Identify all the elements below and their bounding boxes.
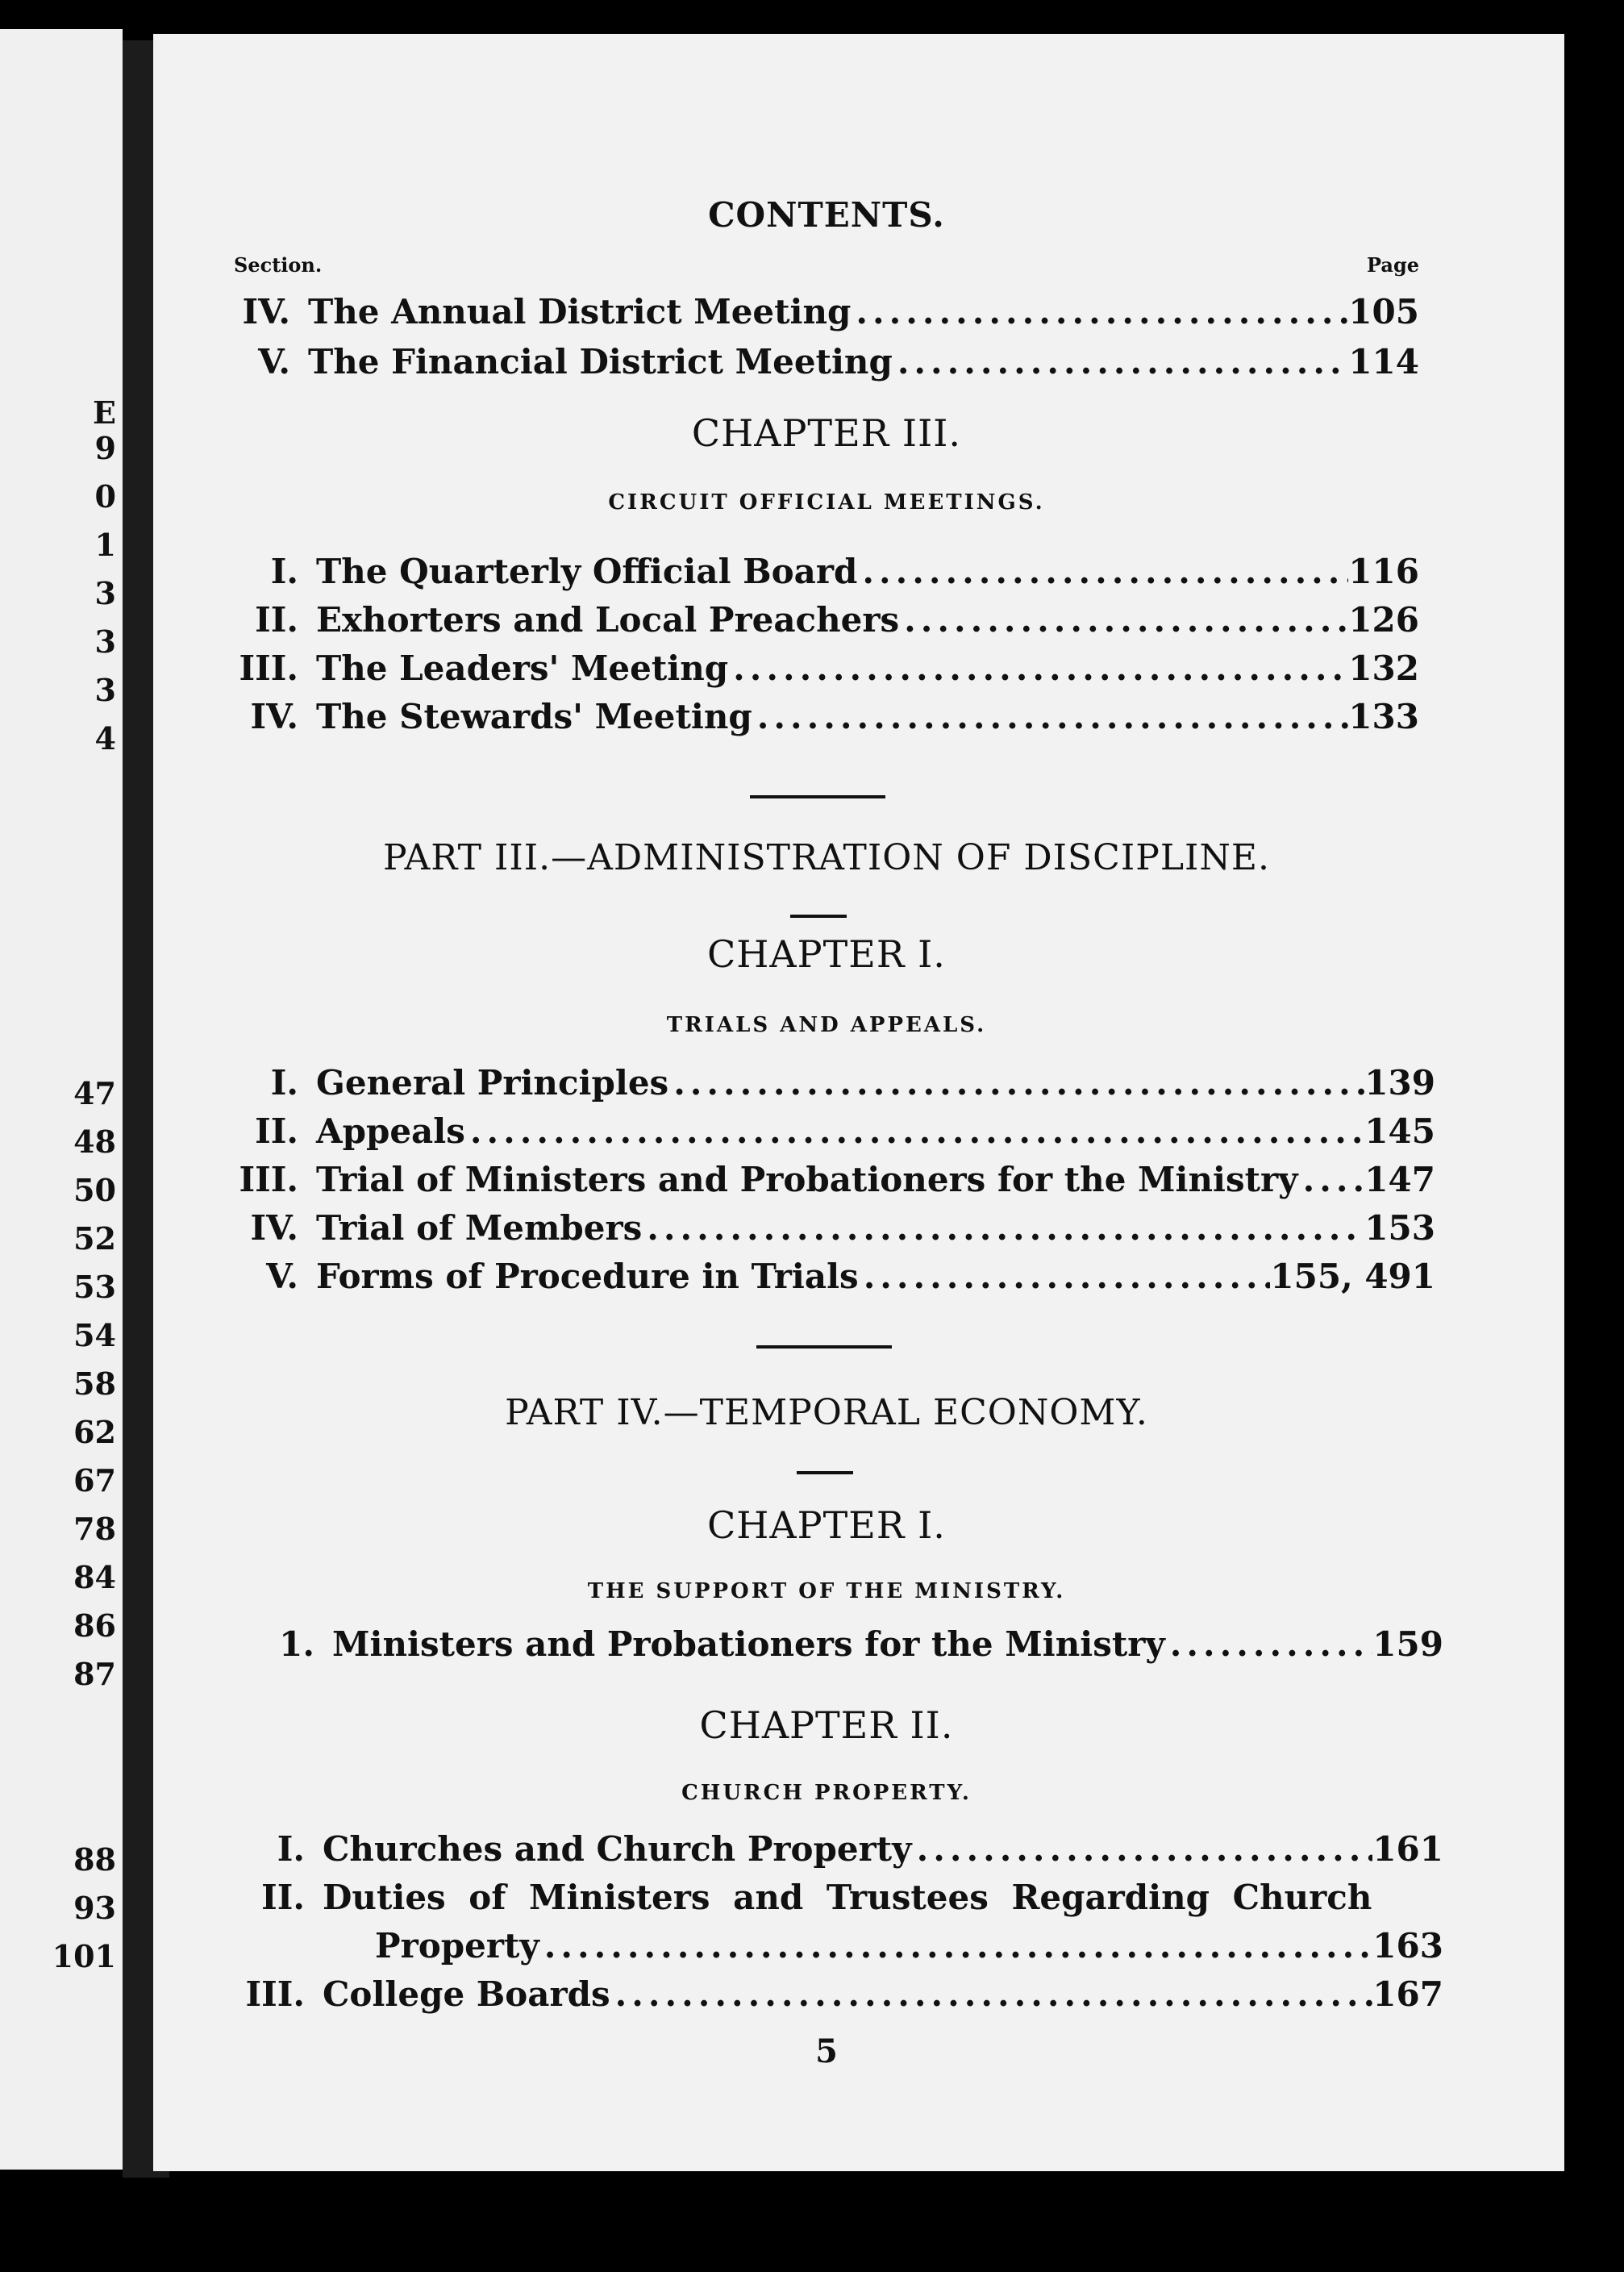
left-page-number: 1 (94, 527, 116, 563)
left-page-number: 3 (94, 623, 116, 660)
section-rule (797, 1471, 853, 1474)
entry-title: Churches and Church Property (323, 1829, 912, 1869)
section-number: IV. (242, 292, 290, 331)
entry-title: Trial of Members (316, 1208, 643, 1248)
leader-dots (610, 1974, 1373, 2015)
toc-entry (234, 648, 1419, 689)
toc-entry (234, 292, 1419, 332)
page-number: 114 (1348, 342, 1419, 381)
section-number: V. (258, 342, 290, 381)
left-page-number: E (93, 394, 116, 431)
toc-entry (234, 1160, 1435, 1200)
toc-entry (234, 1257, 1435, 1297)
section-rule (756, 1345, 892, 1349)
left-page-number: 88 (73, 1841, 116, 1878)
entry-title: Exhorters and Local Preachers (316, 600, 900, 640)
left-page-number: 58 (73, 1365, 116, 1402)
leader-dots (1165, 1624, 1373, 1665)
left-page-number: 67 (73, 1462, 116, 1499)
leader-dots (859, 1257, 1271, 1297)
chapter-heading: CHAPTER II. (699, 1703, 954, 1747)
section-number: IV. (250, 697, 298, 736)
toc-entry (234, 1111, 1435, 1152)
left-page-number: 47 (73, 1075, 116, 1111)
entry-title-continuation: Property (375, 1926, 539, 1966)
entry-title: The Quarterly Official Board (316, 552, 858, 591)
section-number: V. (266, 1257, 298, 1296)
toc-entry (274, 1624, 1443, 1665)
entry-title: The Leaders' Meeting (316, 648, 729, 688)
left-page-number: 50 (73, 1172, 116, 1208)
leader-dots (912, 1829, 1373, 1870)
page-number: 126 (1348, 600, 1419, 640)
toc-entry (234, 342, 1419, 382)
section-number: II. (255, 1111, 298, 1151)
page-number: 145 (1364, 1111, 1435, 1151)
section-rule (750, 795, 885, 798)
left-page-number: 52 (73, 1220, 116, 1257)
entry-title: The Stewards' Meeting (316, 697, 752, 736)
left-page-strip (0, 29, 123, 2170)
toc-entry (234, 600, 1419, 640)
page-number: 116 (1348, 552, 1419, 591)
entry-title: College Boards (323, 1974, 610, 2014)
entry-title: Duties of Ministers and Trustees Regarding Church (323, 1878, 1372, 1917)
left-page-number: 84 (73, 1559, 116, 1595)
toc-entry (234, 1878, 1443, 1918)
section-number: I. (270, 552, 298, 591)
left-page-number: 101 (52, 1938, 116, 1974)
section-column-header: Section. (234, 253, 323, 277)
left-page-number: 9 (94, 430, 116, 466)
page-number: 161 (1372, 1829, 1443, 1869)
chapter-subtitle: CHURCH PROPERTY. (681, 1781, 972, 1805)
entry-title: The Financial District Meeting (308, 342, 893, 381)
chapter-heading: CHAPTER I. (707, 932, 946, 976)
leader-dots (728, 648, 1348, 689)
entry-title: Forms of Procedure in Trials (316, 1257, 859, 1296)
page-title: CONTENTS. (708, 195, 945, 235)
toc-entry (234, 697, 1419, 737)
leader-dots (1298, 1160, 1365, 1200)
entry-title: Appeals (316, 1111, 465, 1151)
toc-entry (234, 1829, 1443, 1870)
left-page-number: 4 (94, 720, 116, 757)
leader-dots (668, 1063, 1364, 1103)
entry-title: The Annual District Meeting (308, 292, 852, 331)
left-page-number: 53 (73, 1269, 116, 1305)
section-number: II. (261, 1878, 305, 1917)
page-number: 159 (1372, 1624, 1443, 1664)
left-page-number: 3 (94, 575, 116, 611)
toc-entry (234, 552, 1419, 592)
page-number: 133 (1348, 697, 1419, 736)
section-number: I. (277, 1829, 305, 1869)
left-page-number: 87 (73, 1656, 116, 1692)
left-page-number: 54 (73, 1317, 116, 1353)
leader-dots (642, 1208, 1364, 1249)
leader-dots (899, 600, 1348, 640)
toc-entry (234, 1974, 1443, 2015)
chapter-subtitle: THE SUPPORT OF THE MINISTRY. (587, 1579, 1066, 1603)
toc-entry (234, 1208, 1435, 1249)
chapter-heading: CHAPTER III. (691, 411, 962, 455)
page-number: 167 (1372, 1974, 1443, 2014)
page-column-header: Page (1366, 253, 1419, 277)
chapter-subtitle: CIRCUIT OFFICIAL MEETINGS. (608, 490, 1045, 515)
page-number: 155, 491 (1270, 1257, 1435, 1296)
leader-dots (893, 342, 1349, 382)
section-number: 1. (279, 1624, 314, 1664)
chapter-subtitle: TRIALS AND APPEALS. (666, 1013, 987, 1037)
section-number: III. (245, 1974, 305, 2014)
leader-dots (857, 552, 1348, 592)
contents-page (153, 34, 1564, 2171)
leader-dots (465, 1111, 1364, 1152)
part-heading: PART IV.—TEMPORAL ECONOMY. (505, 1392, 1148, 1433)
entry-title: Trial of Ministers and Probationers for the Ministry (316, 1160, 1298, 1199)
leader-dots (539, 1926, 1373, 1966)
entry-title: Ministers and Probationers for the Ministry (332, 1624, 1165, 1664)
section-number: III. (239, 1160, 298, 1199)
left-page-number: 3 (94, 672, 116, 708)
toc-entry-continuation (375, 1926, 1443, 1966)
left-page-number: 0 (94, 478, 116, 515)
toc-entry (234, 1063, 1435, 1103)
left-page-number: 86 (73, 1607, 116, 1644)
leader-dots (851, 292, 1348, 332)
page-number: 132 (1348, 648, 1419, 688)
section-number: III. (239, 648, 298, 688)
section-number: II. (255, 600, 298, 640)
section-number: IV. (250, 1208, 298, 1248)
entry-title: General Principles (316, 1063, 669, 1103)
leader-dots (752, 697, 1349, 737)
page-number: 153 (1364, 1208, 1435, 1248)
left-page-number: 78 (73, 1511, 116, 1547)
page-number: 105 (1348, 292, 1419, 331)
left-page-number: 48 (73, 1123, 116, 1160)
chapter-heading: CHAPTER I. (707, 1503, 946, 1547)
left-page-number: 93 (73, 1890, 116, 1926)
page-number: 147 (1364, 1160, 1435, 1199)
page-folio: 5 (815, 2032, 838, 2070)
left-page-number: 62 (73, 1414, 116, 1450)
section-rule (790, 915, 847, 918)
section-number: I. (270, 1063, 298, 1103)
page-number: 139 (1364, 1063, 1435, 1103)
page-number: 163 (1372, 1926, 1443, 1966)
part-heading: PART III.—ADMINISTRATION OF DISCIPLINE. (382, 837, 1271, 878)
